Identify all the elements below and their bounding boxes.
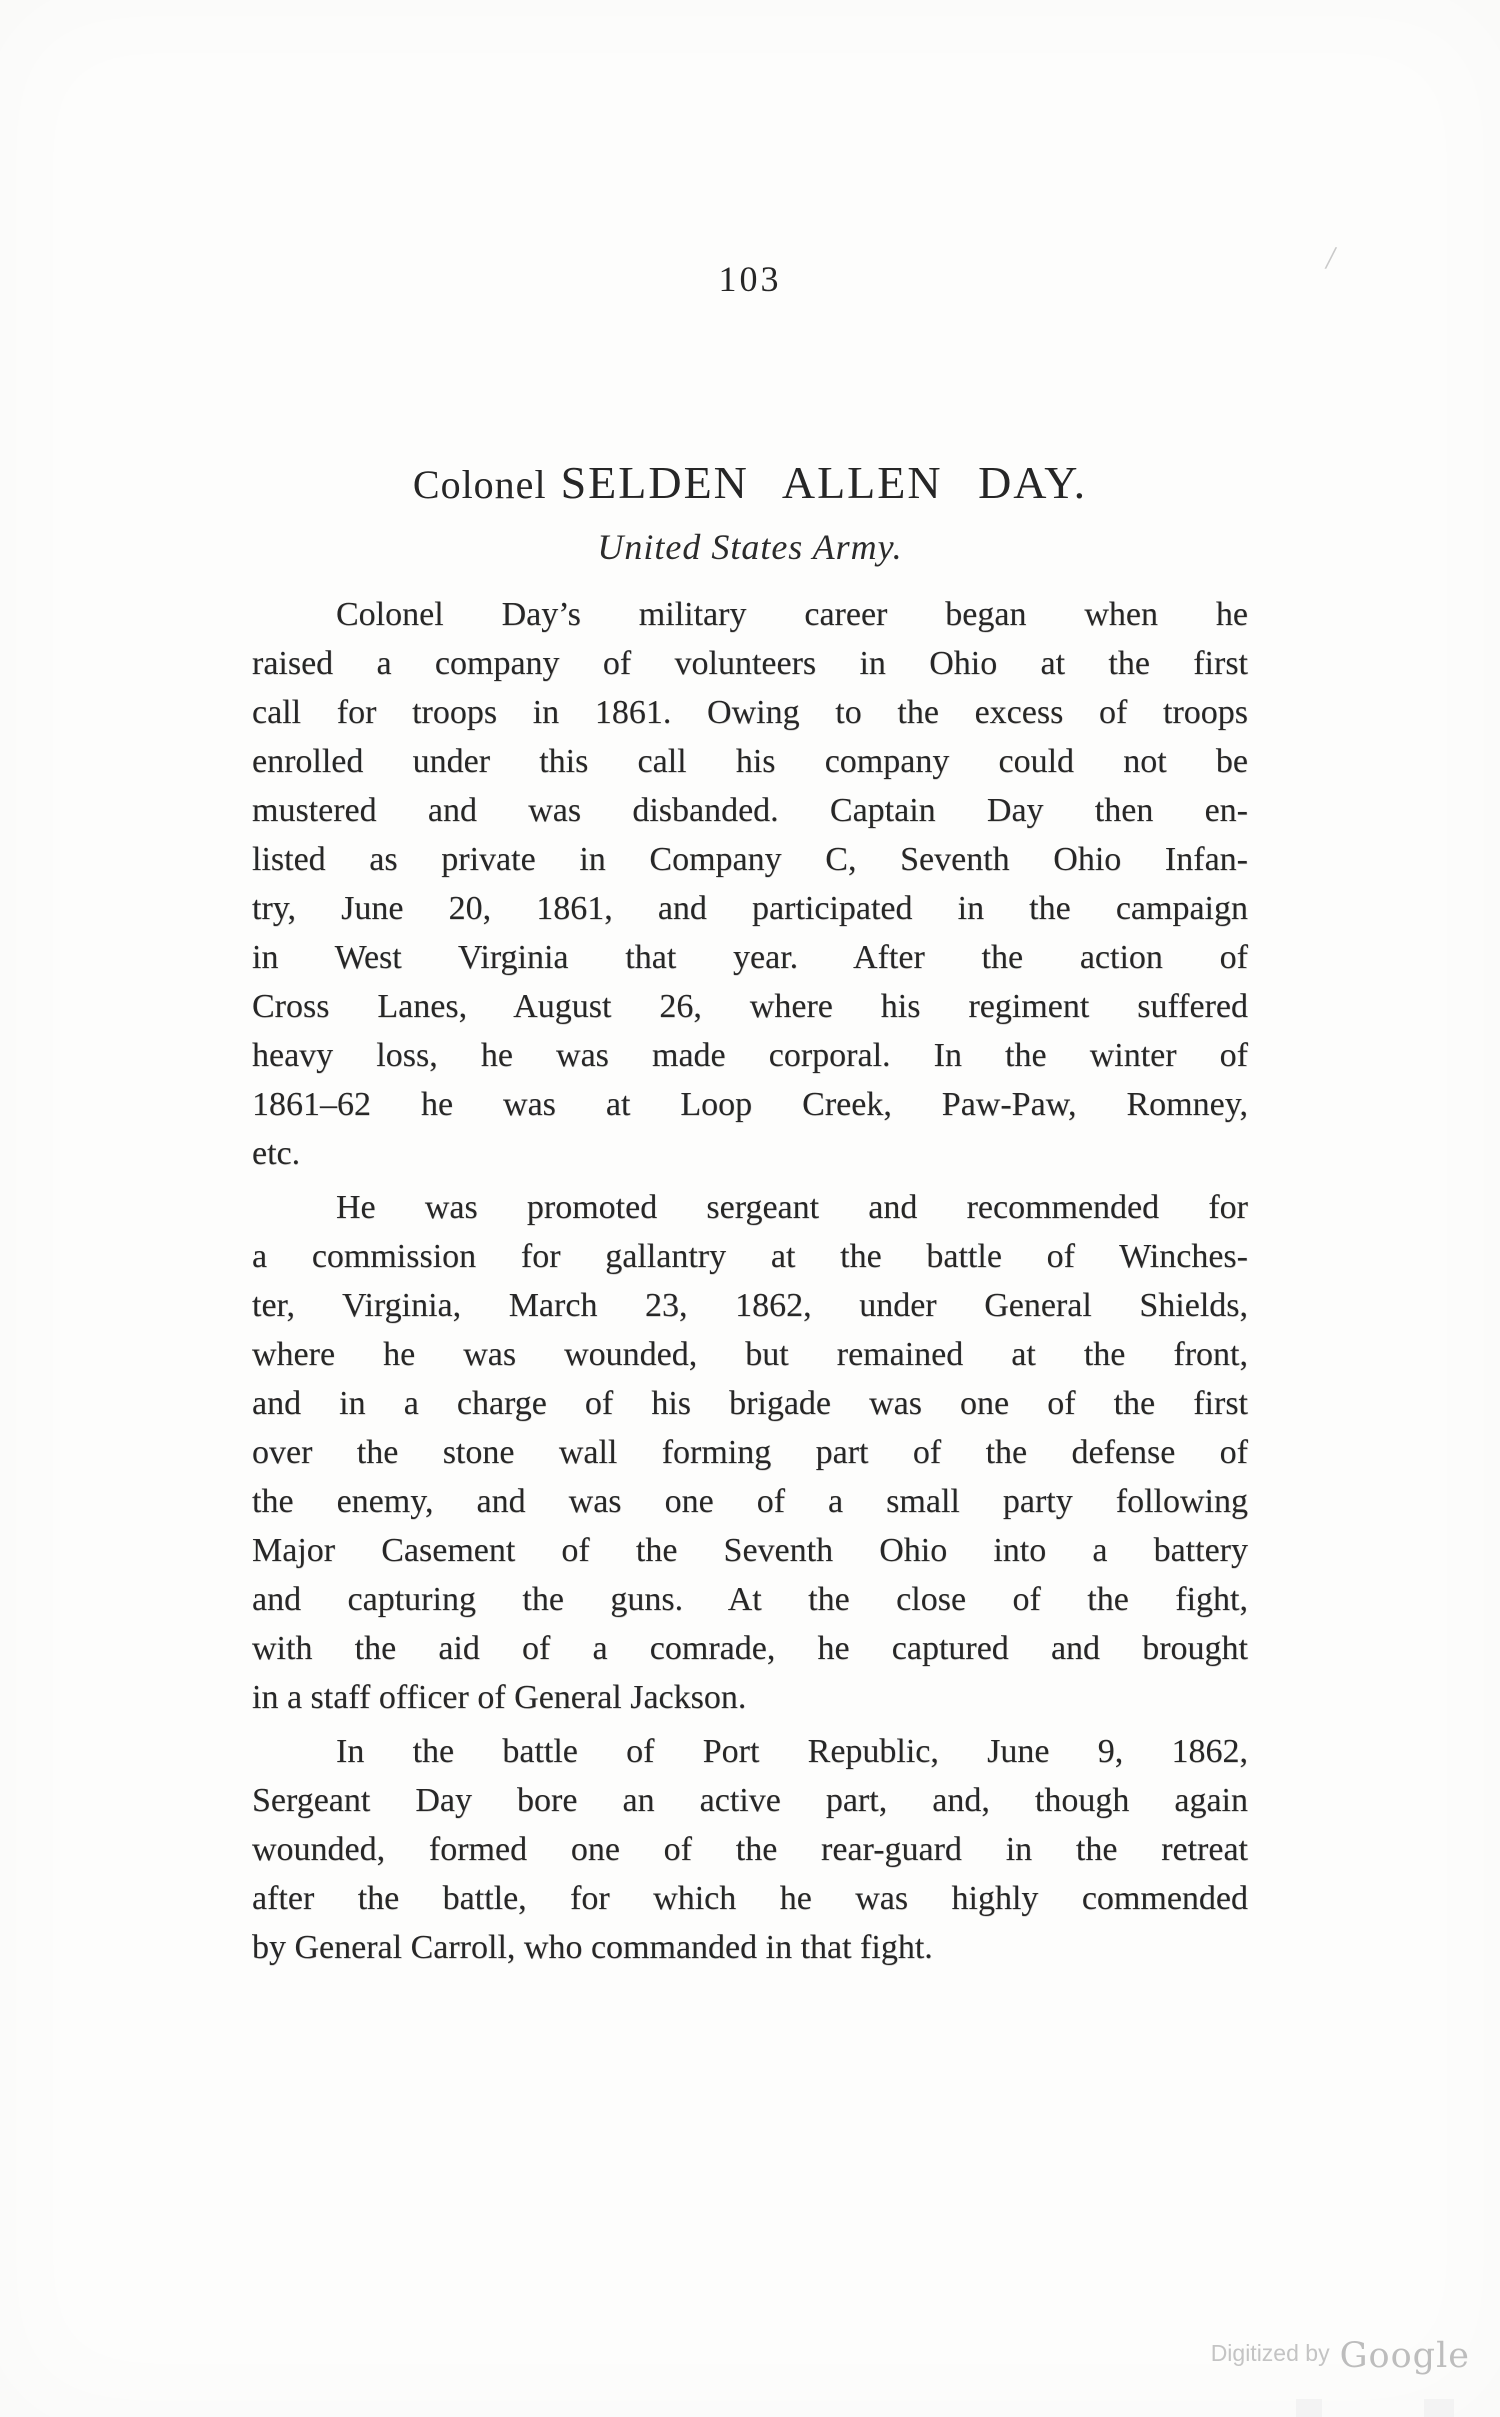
body-line: over the stone wall forming part of the defense of [252, 1434, 1248, 1471]
body-line: a commission for gallantry at the battle of Winches- [252, 1238, 1248, 1275]
title-rank: Colonel [412, 462, 547, 507]
page-subtitle: United States Army. [597, 527, 903, 567]
body-line: wounded, formed one of the rear-guard in the retreat [252, 1831, 1248, 1868]
body-line: by General Carroll, who commanded in that fight. [252, 1929, 933, 1966]
title-name: SELDEN ALLEN DAY. [560, 457, 1088, 508]
body-line: in a staff officer of General Jackson. [252, 1679, 747, 1716]
body-line: raised a company of volunteers in Ohio at the first [252, 645, 1248, 682]
body-line: etc. [252, 1135, 301, 1172]
body-line: Sergeant Day bore an active part, and, though again [252, 1782, 1248, 1819]
body-line: where he was wounded, but remained at the front, [252, 1336, 1248, 1373]
body-line: Cross Lanes, August 26, where his regiment suffered [252, 988, 1248, 1025]
google-watermark [950, 2336, 1470, 2376]
scan-artifact [1296, 2399, 1322, 2417]
body-line: in West Virginia that year. After the action of [252, 939, 1248, 976]
body-line: after the battle, for which he was highly commended [252, 1880, 1248, 1917]
body-line: He was promoted sergeant and recommended for [336, 1189, 1248, 1226]
body-line: try, June 20, 1861, and participated in the campaign [252, 890, 1248, 927]
body-line: In the battle of Port Republic, June 9, 1862, [336, 1733, 1248, 1770]
body-line: mustered and was disbanded. Captain Day then en- [252, 792, 1248, 829]
page-title [252, 456, 1248, 509]
body-line: enrolled under this call his company could not be [252, 743, 1248, 780]
body-paragraph [252, 1183, 1248, 1722]
page-number: 103 [718, 259, 782, 299]
article-body [252, 590, 1248, 1972]
body-line: call for troops in 1861. Owing to the excess of troops [252, 694, 1248, 731]
google-logo-text: Google [1339, 2336, 1470, 2376]
body-paragraph [252, 590, 1248, 1178]
body-line: and in a charge of his brigade was one of the first [252, 1385, 1248, 1422]
body-line: ter, Virginia, March 23, 1862, under General Shields, [252, 1287, 1248, 1324]
body-paragraph [252, 1727, 1248, 1972]
body-line: 1861–62 he was at Loop Creek, Paw-Paw, Romney, [252, 1086, 1248, 1123]
watermark-label: Digitized by [1210, 2340, 1330, 2366]
scan-artifact [1424, 2399, 1454, 2417]
body-line: Major Casement of the Seventh Ohio into a battery [252, 1532, 1248, 1569]
body-line: Colonel Day’s military career began when he [336, 596, 1248, 633]
body-line: heavy loss, he was made corporal. In the winter of [252, 1037, 1248, 1074]
body-line: the enemy, and was one of a small party following [252, 1483, 1248, 1520]
pen-mark: / [1323, 239, 1339, 278]
body-line: and capturing the guns. At the close of the fight, [252, 1581, 1248, 1618]
body-line: with the aid of a comrade, he captured and brought [252, 1630, 1248, 1667]
body-line: listed as private in Company C, Seventh Ohio Infan- [252, 841, 1248, 878]
